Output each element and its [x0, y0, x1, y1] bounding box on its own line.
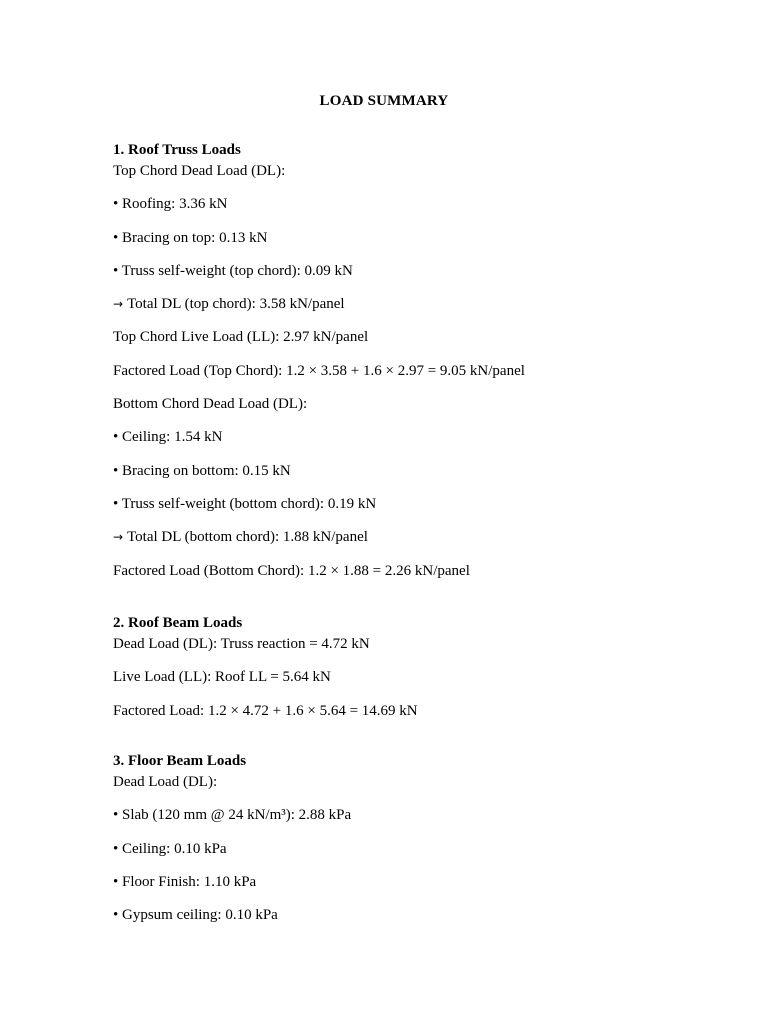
page-title: LOAD SUMMARY — [319, 93, 449, 109]
text-line — [113, 561, 673, 594]
line-text: • Floor Finish: 1.10 kPa — [113, 873, 257, 890]
line-text: • Gypsum ceiling: 0.10 kPa — [113, 907, 278, 924]
line-text: • Slab (120 mm @ 24 kN/m³): 2.88 kPa — [113, 807, 352, 824]
text-line — [113, 494, 673, 527]
text-line — [113, 261, 673, 294]
text-line — [113, 772, 673, 805]
line-text: Top Chord Dead Load (DL): — [113, 163, 286, 179]
section-roof-beam-loads — [113, 613, 673, 734]
line-text: Total DL (bottom chord): 1.88 kN/panel — [127, 529, 368, 546]
text-line — [113, 394, 673, 427]
section-floor-beam-loads — [113, 751, 673, 938]
text-line — [113, 361, 673, 394]
text-line — [113, 461, 673, 494]
text-line — [113, 667, 673, 700]
line-text: Factored Load (Top Chord): 1.2 × 3.58 + 1.6 × 2.97 = 9.05 kN/panel — [113, 362, 525, 379]
text-line — [113, 327, 673, 360]
line-text: • Truss self-weight (top chord): 0.09 kN — [113, 262, 353, 279]
line-text: Live Load (LL): Roof LL = 5.64 kN — [113, 669, 331, 686]
text-line — [113, 161, 673, 194]
text-line — [113, 839, 673, 872]
text-line — [113, 194, 673, 227]
line-text: Factored Load: 1.2 × 4.72 + 1.6 × 5.64 = 14.69 kN — [113, 702, 418, 719]
line-text: Dead Load (DL): — [113, 774, 218, 790]
line-text: Factored Load (Bottom Chord): 1.2 × 1.88 = 2.26 kN/panel — [113, 562, 470, 579]
text-line — [113, 905, 673, 938]
text-line — [113, 427, 673, 460]
line-text: Total DL (top chord): 3.58 kN/panel — [127, 296, 345, 313]
line-text: • Truss self-weight (bottom chord): 0.19 kN — [113, 495, 377, 512]
result-line — [113, 294, 673, 327]
line-text: • Bracing on bottom: 0.15 kN — [113, 462, 291, 479]
result-line — [113, 527, 673, 560]
text-line — [113, 701, 673, 734]
line-text: Dead Load (DL): Truss reaction = 4.72 kN — [113, 636, 370, 652]
section-heading: 3. Floor Beam Loads — [113, 753, 247, 769]
section-heading: 2. Roof Beam Loads — [113, 615, 243, 631]
line-text: • Ceiling: 1.54 kN — [113, 429, 223, 446]
line-text: Top Chord Live Load (LL): 2.97 kN/panel — [113, 329, 369, 346]
line-text: • Ceiling: 0.10 kPa — [113, 840, 227, 857]
arrow-right-icon: → — [113, 530, 124, 545]
line-text: Bottom Chord Dead Load (DL): — [113, 396, 308, 413]
line-text: • Bracing on top: 0.13 kN — [113, 229, 268, 246]
text-line — [113, 872, 673, 905]
text-line — [113, 634, 673, 667]
text-line — [113, 228, 673, 261]
line-text: • Roofing: 3.36 kN — [113, 196, 228, 213]
section-heading: 1. Roof Truss Loads — [113, 142, 241, 158]
text-line — [113, 805, 673, 838]
arrow-right-icon: → — [113, 297, 124, 312]
section-roof-truss-loads — [113, 140, 673, 594]
